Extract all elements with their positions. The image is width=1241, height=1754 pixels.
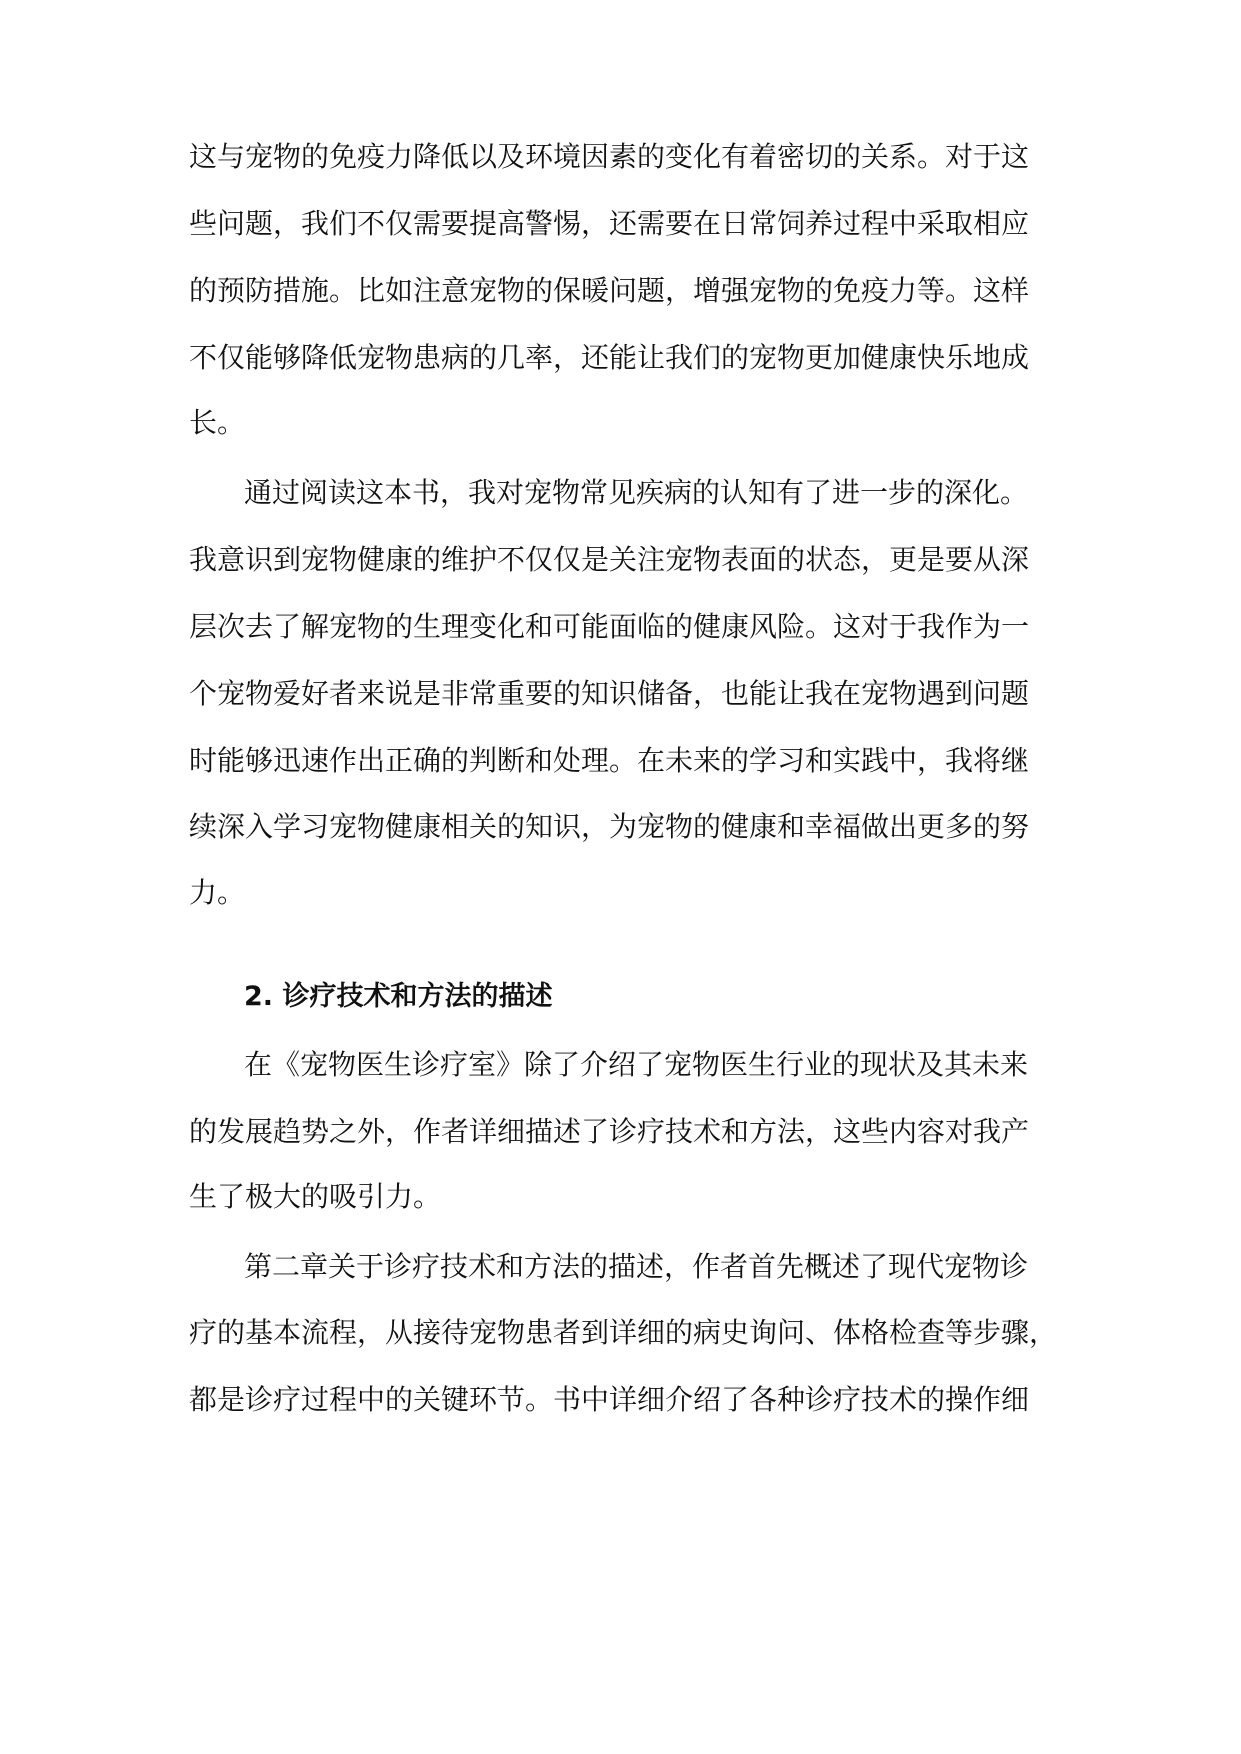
paragraph-line: 通过阅读这本书，我对宠物常见疾病的认知有了进一步的深化。: [244, 476, 1029, 509]
paragraph-line: 个宠物爱好者来说是非常重要的知识储备，也能让我在宠物遇到问题: [189, 677, 1030, 710]
paragraph-line: 长。: [189, 406, 246, 439]
paragraph-line: 都是诊疗过程中的关键环节。书中详细介绍了各种诊疗技术的操作细: [189, 1383, 1030, 1416]
paragraph-line: 疗的基本流程，从接待宠物患者到详细的病史询问、体格检查等步骤，: [189, 1316, 1058, 1349]
paragraph-line: 的预防措施。比如注意宠物的保暖问题，增强宠物的免疫力等。这样: [189, 274, 1030, 307]
paragraph-line: 些问题，我们不仅需要提高警惕，还需要在日常饲养过程中采取相应: [189, 207, 1030, 240]
paragraph-line: 层次去了解宠物的生理变化和可能面临的健康风险。这对于我作为一: [189, 610, 1030, 643]
paragraph-line: 这与宠物的免疫力降低以及环境因素的变化有着密切的关系。对于这: [189, 140, 1030, 173]
paragraph-line: 时能够迅速作出正确的判断和处理。在未来的学习和实践中，我将继: [189, 744, 1030, 777]
paragraph-line: 我意识到宠物健康的维护不仅仅是关注宠物表面的状态，更是要从深: [189, 543, 1030, 576]
paragraph-line: 续深入学习宠物健康相关的知识，为宠物的健康和幸福做出更多的努: [189, 810, 1030, 843]
paragraph-line: 第二章关于诊疗技术和方法的描述，作者首先概述了现代宠物诊: [244, 1250, 1029, 1283]
paragraph-line: 的发展趋势之外，作者详细描述了诊疗技术和方法，这些内容对我产: [189, 1115, 1030, 1148]
paragraph-line: 在《宠物医生诊疗室》除了介绍了宠物医生行业的现状及其未来: [244, 1048, 1029, 1081]
section-heading: 2. 诊疗技术和方法的描述: [244, 981, 553, 1012]
paragraph-line: 生了极大的吸引力。: [189, 1180, 442, 1213]
paragraph-line: 力。: [189, 876, 246, 909]
paragraph-line: 不仅能够降低宠物患病的几率，还能让我们的宠物更加健康快乐地成: [189, 341, 1030, 374]
